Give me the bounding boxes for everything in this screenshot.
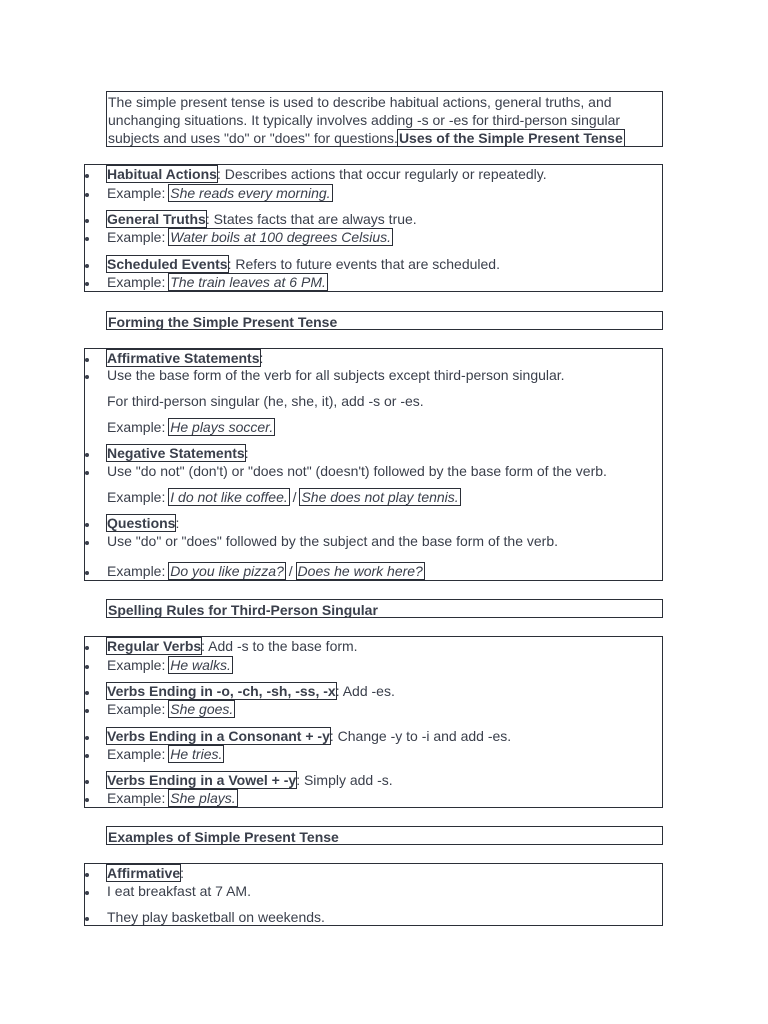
bullet-marker bbox=[85, 691, 89, 695]
bullet-marker bbox=[85, 891, 89, 895]
list-item: Verbs Ending in a Vowel + -y: Simply add -s. bbox=[107, 772, 393, 788]
example-text: Do you like pizza? bbox=[170, 563, 284, 579]
example-text: She does not play tennis. bbox=[301, 489, 459, 505]
bullet-marker bbox=[85, 471, 89, 475]
bullet-marker bbox=[85, 375, 89, 379]
bullet-marker bbox=[85, 736, 89, 740]
list-item: General Truths: States facts that are always true. bbox=[107, 211, 417, 227]
bullet-marker bbox=[85, 917, 89, 921]
list-item: Negative Statements: bbox=[107, 445, 249, 461]
forming-list bbox=[84, 348, 663, 581]
term-scheduled-events: Scheduled Events bbox=[107, 256, 228, 272]
list-item: I eat breakfast at 7 AM. bbox=[107, 883, 251, 899]
bullet-marker bbox=[85, 541, 89, 545]
term-consonant-y: Verbs Ending in a Consonant + -y bbox=[107, 728, 330, 744]
example-line: Example: He plays soccer. bbox=[107, 419, 274, 435]
example-text: Water boils at 100 degrees Celsius. bbox=[170, 229, 391, 245]
example-line: Example: I do not like coffee. / She does not play tennis. bbox=[107, 489, 459, 505]
list-item: They play basketball on weekends. bbox=[107, 909, 325, 925]
example-text: He tries. bbox=[170, 746, 223, 762]
forming-heading: Forming the Simple Present Tense bbox=[106, 311, 663, 330]
bullet-marker bbox=[85, 780, 89, 784]
bullet-marker bbox=[85, 264, 89, 268]
uses-list bbox=[84, 164, 663, 292]
term-vowel-y: Verbs Ending in a Vowel + -y bbox=[107, 772, 297, 788]
examples-heading: Examples of Simple Present Tense bbox=[106, 826, 663, 845]
list-item: Regular Verbs: Add -s to the base form. bbox=[107, 638, 358, 654]
bullet-marker bbox=[85, 709, 89, 713]
term-regular-verbs: Regular Verbs bbox=[107, 638, 202, 654]
spelling-heading: Spelling Rules for Third-Person Singular bbox=[106, 599, 663, 618]
example-line: Example: She reads every morning. bbox=[107, 185, 331, 201]
example-text: I do not like coffee. bbox=[170, 489, 288, 505]
bullet-marker bbox=[85, 665, 89, 669]
bullet-marker bbox=[85, 571, 89, 575]
example-text: The train leaves at 6 PM. bbox=[170, 274, 326, 290]
list-item: Questions: bbox=[107, 515, 180, 531]
example-line: Example: He walks. bbox=[107, 657, 231, 673]
example-text: She goes. bbox=[170, 701, 234, 717]
example-line: Example: He tries. bbox=[107, 746, 223, 762]
list-item: Scheduled Events: Refers to future events that are scheduled. bbox=[107, 256, 500, 272]
list-item: Use "do" or "does" followed by the subject and the base form of the verb. bbox=[107, 533, 559, 549]
bullet-marker bbox=[85, 798, 89, 802]
bullet-marker bbox=[85, 358, 89, 362]
example-text: She plays. bbox=[170, 790, 236, 806]
bullet-marker bbox=[85, 873, 89, 877]
example-line: Example: She plays. bbox=[107, 790, 236, 806]
bullet-marker bbox=[85, 646, 89, 650]
bullet-marker bbox=[85, 237, 89, 241]
list-item: Verbs Ending in a Consonant + -y: Change -y to -i and add -es. bbox=[107, 728, 512, 744]
examples-list bbox=[84, 863, 663, 926]
intro-text: The simple present tense is used to describe habitual actions, general truths, and unchanging situations. It typically involves adding -s or -es for third-person singular subjects and uses "do" or "does" for questions. bbox=[108, 94, 621, 146]
term-affirmative: Affirmative bbox=[107, 865, 181, 881]
list-item: For third-person singular (he, she, it), add -s or -es. bbox=[107, 393, 424, 409]
term-negative-statements: Negative Statements bbox=[107, 445, 245, 461]
bullet-marker bbox=[85, 754, 89, 758]
bullet-marker bbox=[85, 174, 89, 178]
example-text: He walks. bbox=[170, 657, 231, 673]
term-habitual-actions: Habitual Actions bbox=[107, 166, 217, 182]
list-item: Affirmative Statements: bbox=[107, 350, 264, 366]
spelling-list bbox=[84, 636, 663, 808]
list-item: Use the base form of the verb for all subjects except third-person singular. bbox=[107, 367, 565, 383]
example-text: She reads every morning. bbox=[170, 185, 331, 201]
bullet-marker bbox=[85, 193, 89, 197]
term-general-truths: General Truths bbox=[107, 211, 206, 227]
term-questions: Questions bbox=[107, 515, 176, 531]
example-line: Example: Water boils at 100 degrees Celsius. bbox=[107, 229, 391, 245]
example-line: Example: The train leaves at 6 PM. bbox=[107, 274, 326, 290]
example-line: Example: She goes. bbox=[107, 701, 234, 717]
example-text: Does he work here? bbox=[297, 563, 423, 579]
example-text: He plays soccer. bbox=[170, 419, 274, 435]
intro-paragraph bbox=[106, 91, 663, 147]
list-item: Habitual Actions: Describes actions that occur regularly or repeatedly. bbox=[107, 166, 547, 182]
example-line: Example: Do you like pizza? / Does he work here? bbox=[107, 563, 423, 579]
list-item: Affirmative: bbox=[107, 865, 185, 881]
bullet-marker bbox=[85, 453, 89, 457]
bullet-marker bbox=[85, 282, 89, 286]
term-affirmative-statements: Affirmative Statements bbox=[107, 350, 260, 366]
bullet-marker bbox=[85, 219, 89, 223]
uses-heading: Uses of the Simple Present Tense bbox=[398, 130, 623, 146]
list-item: Verbs Ending in -o, -ch, -sh, -ss, -x: Add -es. bbox=[107, 683, 395, 699]
list-item: Use "do not" (don't) or "does not" (doesn't) followed by the base form of the verb. bbox=[107, 463, 607, 479]
bullet-marker bbox=[85, 523, 89, 527]
term-verbs-ending-o-ch-sh: Verbs Ending in -o, -ch, -sh, -ss, -x bbox=[107, 683, 336, 699]
